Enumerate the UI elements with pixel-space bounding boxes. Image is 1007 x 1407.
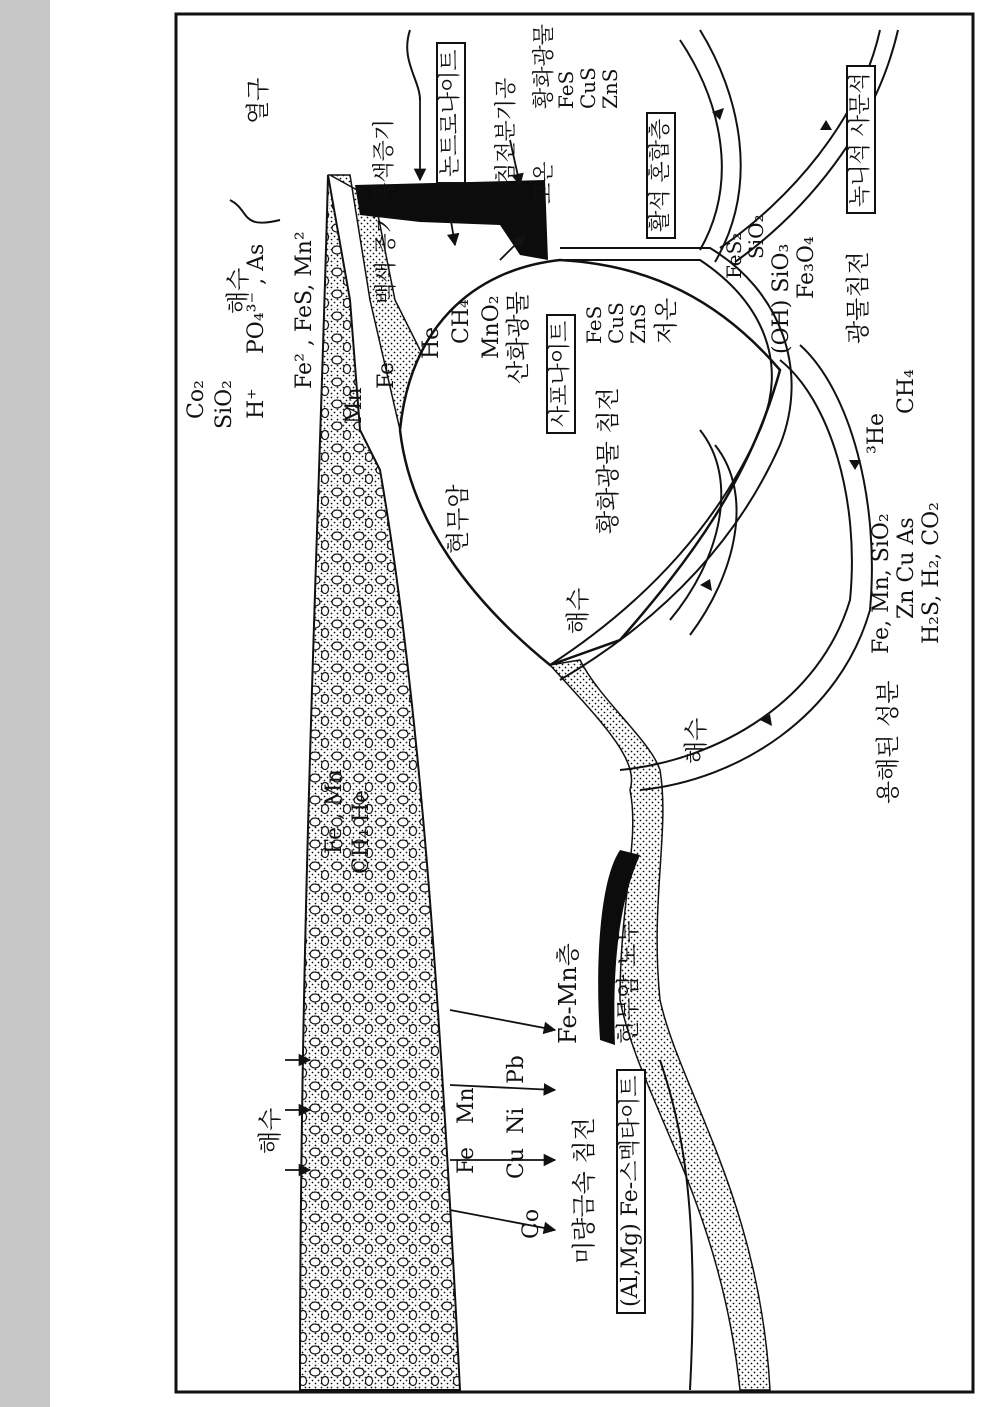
label-sio2-b: SiO₂ [744,214,768,259]
label-mno2: MnO₂ [479,295,504,359]
label-fes2: FeS₂ [722,232,746,279]
label-mn: Mn [342,387,367,424]
label-mn-left: Mn [454,1087,479,1124]
label-fe-mn-layer: Fe-Mn층 [554,943,582,1044]
label-fe3o4: Fe₃O₄ [794,236,819,299]
label-low-temp: 저온 [652,297,680,344]
label-vent: 열구 [244,77,272,124]
label-basalt-outcrop: 현무암 노두 [614,920,642,1044]
label-seawater-left: 해수 [256,1107,284,1154]
label-oxide-minerals: 산화광물 [504,291,532,384]
label-oh-sio3: (OH) SiO₃ [769,243,794,354]
label-ni-left: Ni [504,1107,529,1134]
label-fe: Fe [374,361,399,389]
label-ch4-b: CH₄ [894,369,919,414]
label-dissolved: 용해된 성분 [874,680,902,804]
label-cus-mid: CuS [604,302,628,344]
label-fes-top: FeS [554,70,578,109]
diagram-labels [176,14,973,1392]
label-fes-mid: FeS [582,305,606,344]
label-fe-mn-sed: Fe , Mn [322,769,347,854]
label-zn-cu-as: Zn Cu As [894,517,919,619]
label-fe-left: Fe [454,1146,479,1174]
label-mixed-layer: 활석 혼합층 [646,112,676,239]
label-co-left: Co [519,1208,544,1239]
label-fe2-fes: Fe² , FeS, Mn² [292,231,317,389]
label-basalt: 현무암 [444,484,472,554]
label-cu-left: Cu [504,1147,529,1179]
label-mineral-precip: 광물침전 [844,251,872,344]
label-saponite: 사포나이트 [546,314,576,434]
label-pb-left: Pb [504,1055,529,1084]
label-fe-smectite: (Al,Mg) Fe-스멕타이트 [616,1069,646,1314]
label-h2s: H₂S, H₂, CO₂ [919,502,944,644]
label-sulfide-precip: 황화광물 침전 [594,387,622,534]
label-precip-chimney: 침전분기공 [494,77,519,184]
label-black-smoker: 흑색증기 [372,118,397,204]
label-fe-mn-sio2: Fe, Mn, SiO₂ [869,513,894,654]
label-high-temp: 고온 [532,161,557,204]
label-sulfide-top: 황화광물 [532,23,557,109]
label-zns-top: ZnS [598,68,622,109]
label-nontronite: 논트로나이트 [436,42,466,184]
label-white-smoker: 백색 증기 [374,211,399,304]
label-green-serpentine: 녹니석 사문석 [846,65,876,214]
label-he3: ³He [864,412,889,454]
label-cus-top: CuS [576,67,600,109]
label-ch4: CH₄ [449,299,474,344]
label-seawater-bottom: 해수 [682,717,710,764]
label-seawater-basalt: 해수 [564,587,592,634]
label-sio2: SiO₂ [212,380,237,429]
label-seawater-top: 해수 [224,267,252,314]
label-co2: Co₂ [184,380,209,419]
label-hplus: H⁺ [244,388,269,419]
label-zns-mid: ZnS [626,303,650,344]
label-ch4-he: CH₄ He [349,789,374,874]
label-phosphate: PO₄³⁻ , As [244,243,269,354]
label-he: He [419,326,444,359]
label-trace-metal: 미량금속 침전 [570,1117,598,1264]
